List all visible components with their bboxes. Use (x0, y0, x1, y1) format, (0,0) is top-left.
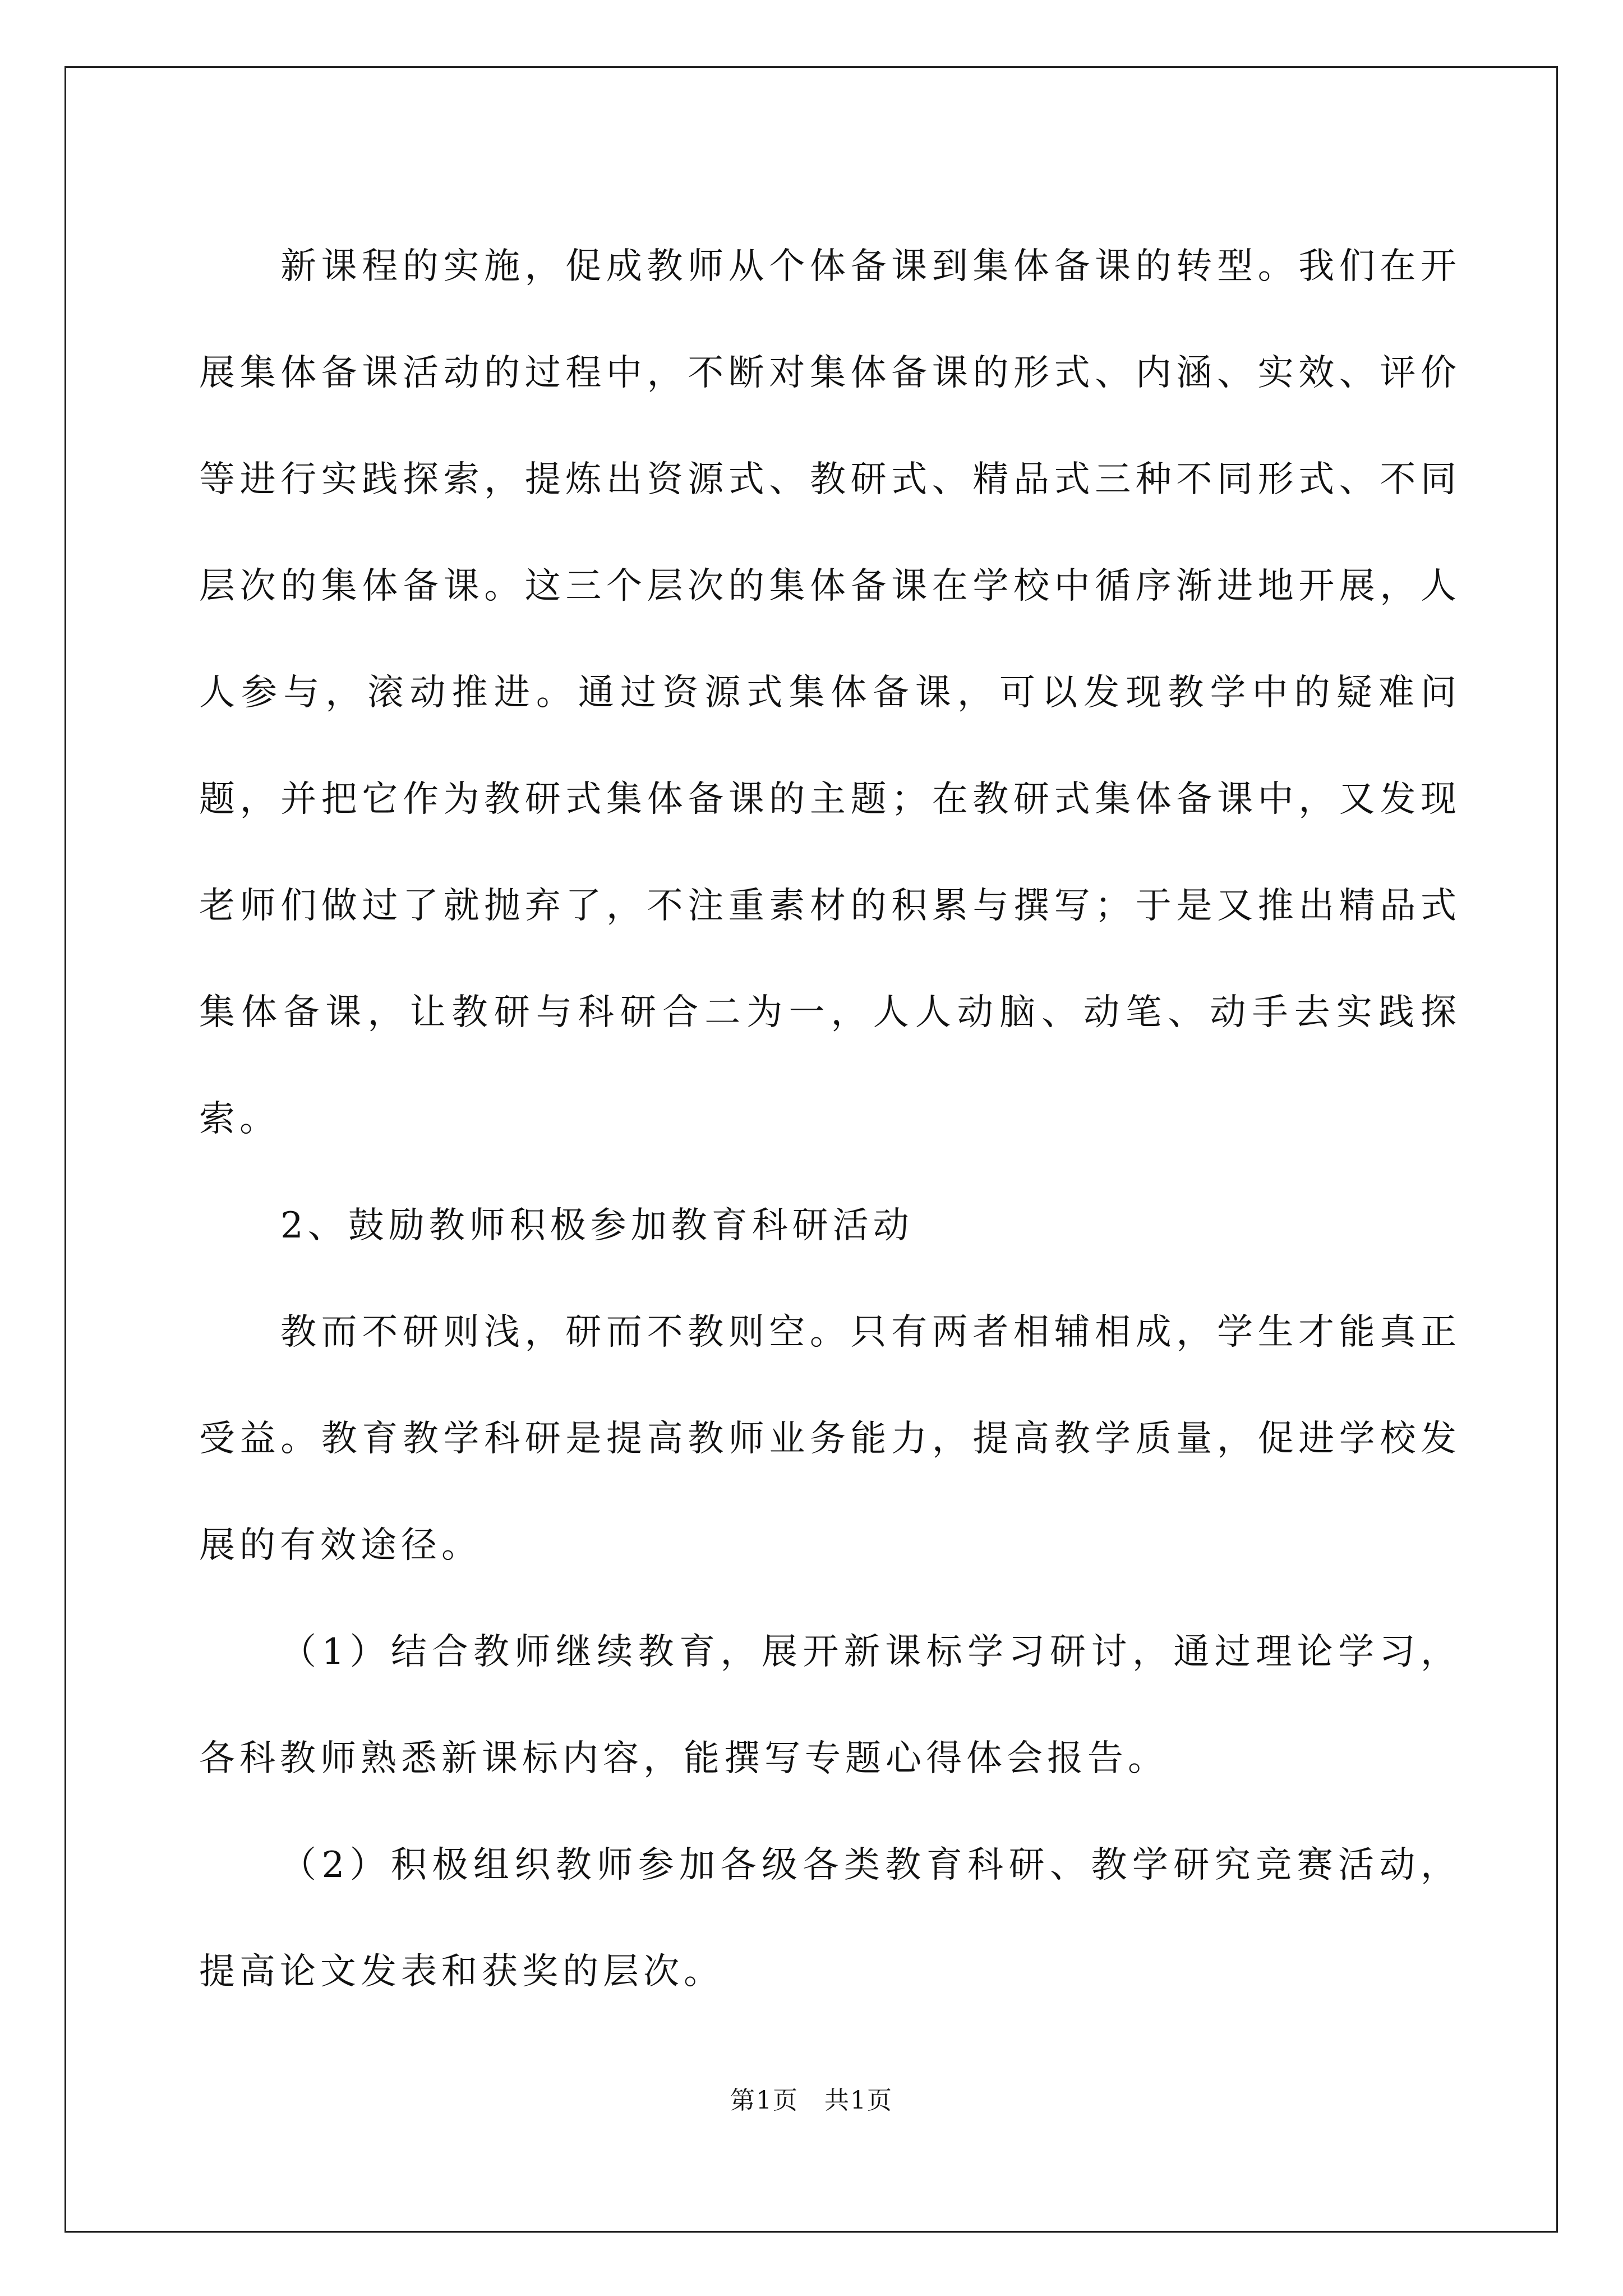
page-number-footer: 第1页 共1页 (730, 2086, 893, 2115)
list-item-research-competitions: （2）积极组织教师参加各级各类教育科研、教学研究竞赛活动，提高论文发表和获奖的层次。 (199, 1844, 1461, 1993)
paragraph-teaching-and-research: 教而不研则浅，研而不教则空。只有两者相辅相成，学生才能真正受益。教育教学科研是提高教师业务能力，提高教学质量，促进学校发展的有效途径。 (199, 1312, 1461, 1566)
list-item-continuing-education: （1）结合教师继续教育，展开新课标学习研讨，通过理论学习，各科教师熟悉新课标内容，能撰写专题心得体会报告。 (199, 1631, 1461, 1779)
section-heading-research-activities: 2、鼓励教师积极参加教育科研活动 (280, 1205, 914, 1246)
paragraph-collective-lesson-prep: 新课程的实施，促成教师从个体备课到集体备课的转型。我们在开展集体备课活动的过程中，不断对集体备课的形式、内涵、实效、评价等进行实践探索，提炼出资源式、教研式、精品式三种不同形式、不同层次的集体备课。这三个层次的集体备课在学校中循序渐进地开展，人人参与，滚动推进。通过资源式集体备课，可以发现教学中的疑难问题，并把它作为教研式集体备课的主题；在教研式集体备课中，又发现老师们做过了就抛弃了，不注重素材的积累与撰写；于是又推出精品式集体备课，让教研与科研合二为一，人人动脑、动笔、动手去实践探索。 (199, 246, 1461, 1140)
document-body (199, 213, 1461, 2025)
